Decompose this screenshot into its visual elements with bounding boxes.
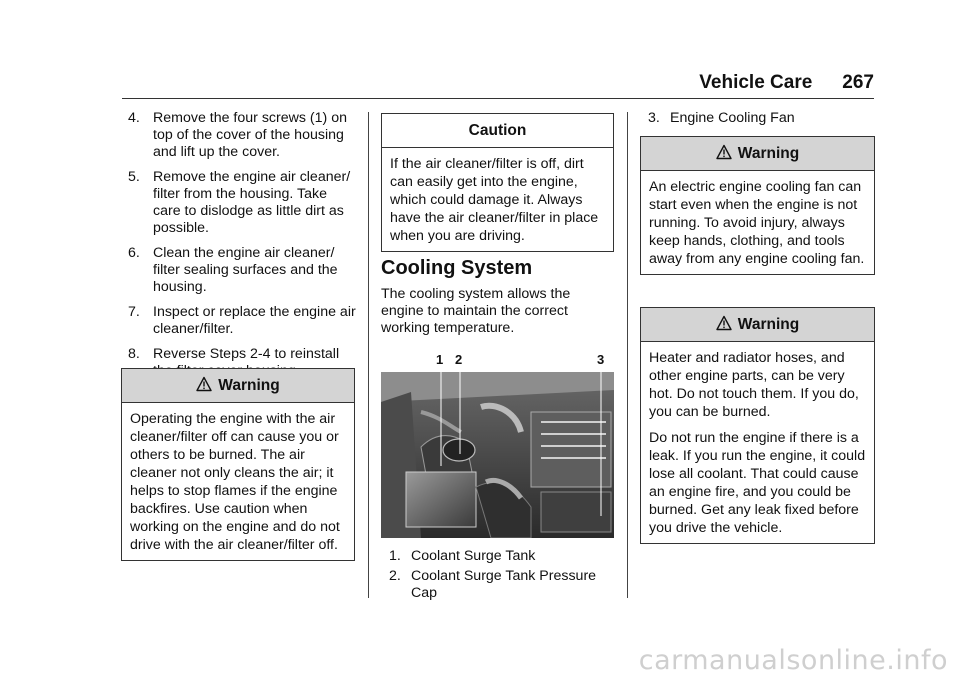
step-item: 6. Clean the engine air cleaner/ filter sealing surfaces and the housing. xyxy=(128,245,338,295)
figure-legend xyxy=(381,548,616,605)
section-title: Cooling System xyxy=(381,257,533,279)
page-header xyxy=(699,72,874,94)
left-warning-box xyxy=(121,368,355,561)
callout-3: 3 xyxy=(597,352,605,367)
warning-header: Warning xyxy=(122,369,354,403)
header-rule xyxy=(122,98,874,99)
warning-icon xyxy=(196,376,212,392)
list-item: 1. Coolant Surge Tank xyxy=(389,548,536,564)
column-divider-2 xyxy=(627,112,628,598)
list-item: 3. Engine Cooling Fan xyxy=(648,110,795,126)
caution-box xyxy=(381,113,614,252)
watermark: carmanualsonline.info xyxy=(638,645,948,676)
section-intro: The cooling system allows the engine to maintain the correct working temperature. xyxy=(381,286,571,336)
step-item: 4. Remove the four screws (1) on top of the cover of the housing and lift up the cover. xyxy=(128,110,347,160)
caution-header: Caution xyxy=(382,114,613,148)
step-item: 5. Remove the engine air cleaner/ filter from the housing. Take care to dislodge as little dirt as possible. xyxy=(128,169,351,236)
warning-header: Warning xyxy=(641,137,874,171)
warning-icon xyxy=(716,315,732,331)
warning-body: Heater and radiator hoses, and other engine parts, can be very hot. Do not touch them. If you do, you can be burned. Do not run the engine if there is a leak. If you run the engine, it could lose all coolant. That could cause an engine fire, and you could be burned. Get any leak fixed before you drive the vehicle. xyxy=(649,350,866,536)
step-item: 8. Reverse Steps 2-4 to reinstall xyxy=(128,346,340,362)
right-warning-box-1 xyxy=(640,136,875,275)
callout-2: 2 xyxy=(455,352,463,367)
column-divider-1 xyxy=(368,112,369,598)
warning-body: Operating the engine with the air cleaner/filter off can cause you or others to be burned. The air cleaner not only cleans the air; it helps to stop flames if the engine backfires. Use caution when working on the engine and do not drive with the air cleaner/filter off. xyxy=(130,411,340,553)
page-number: 267 xyxy=(842,72,874,93)
header-section-title: Vehicle Care xyxy=(699,72,813,93)
warning-body: An electric engine cooling fan can start even when the engine is not running. To avoid injury, always keep hands, clothing, and tools away from any engine cooling fan. xyxy=(649,179,865,267)
step-item: 7. Inspect or replace the engine air cleaner/filter. xyxy=(128,304,356,337)
callout-leader-lines xyxy=(381,366,614,538)
warning-icon xyxy=(716,144,732,160)
figure-legend-continued xyxy=(640,110,875,130)
list-item: 2. Coolant Surge Tank Pressure Cap xyxy=(389,568,597,601)
right-warning-box-2 xyxy=(640,307,875,544)
warning-header: Warning xyxy=(641,308,874,342)
caution-body: If the air cleaner/filter is off, dirt can easily get into the engine, which could damage it. Always have the air cleaner/filter in place when you are driving. xyxy=(390,156,599,244)
callout-1: 1 xyxy=(436,352,444,367)
left-column xyxy=(122,110,358,388)
